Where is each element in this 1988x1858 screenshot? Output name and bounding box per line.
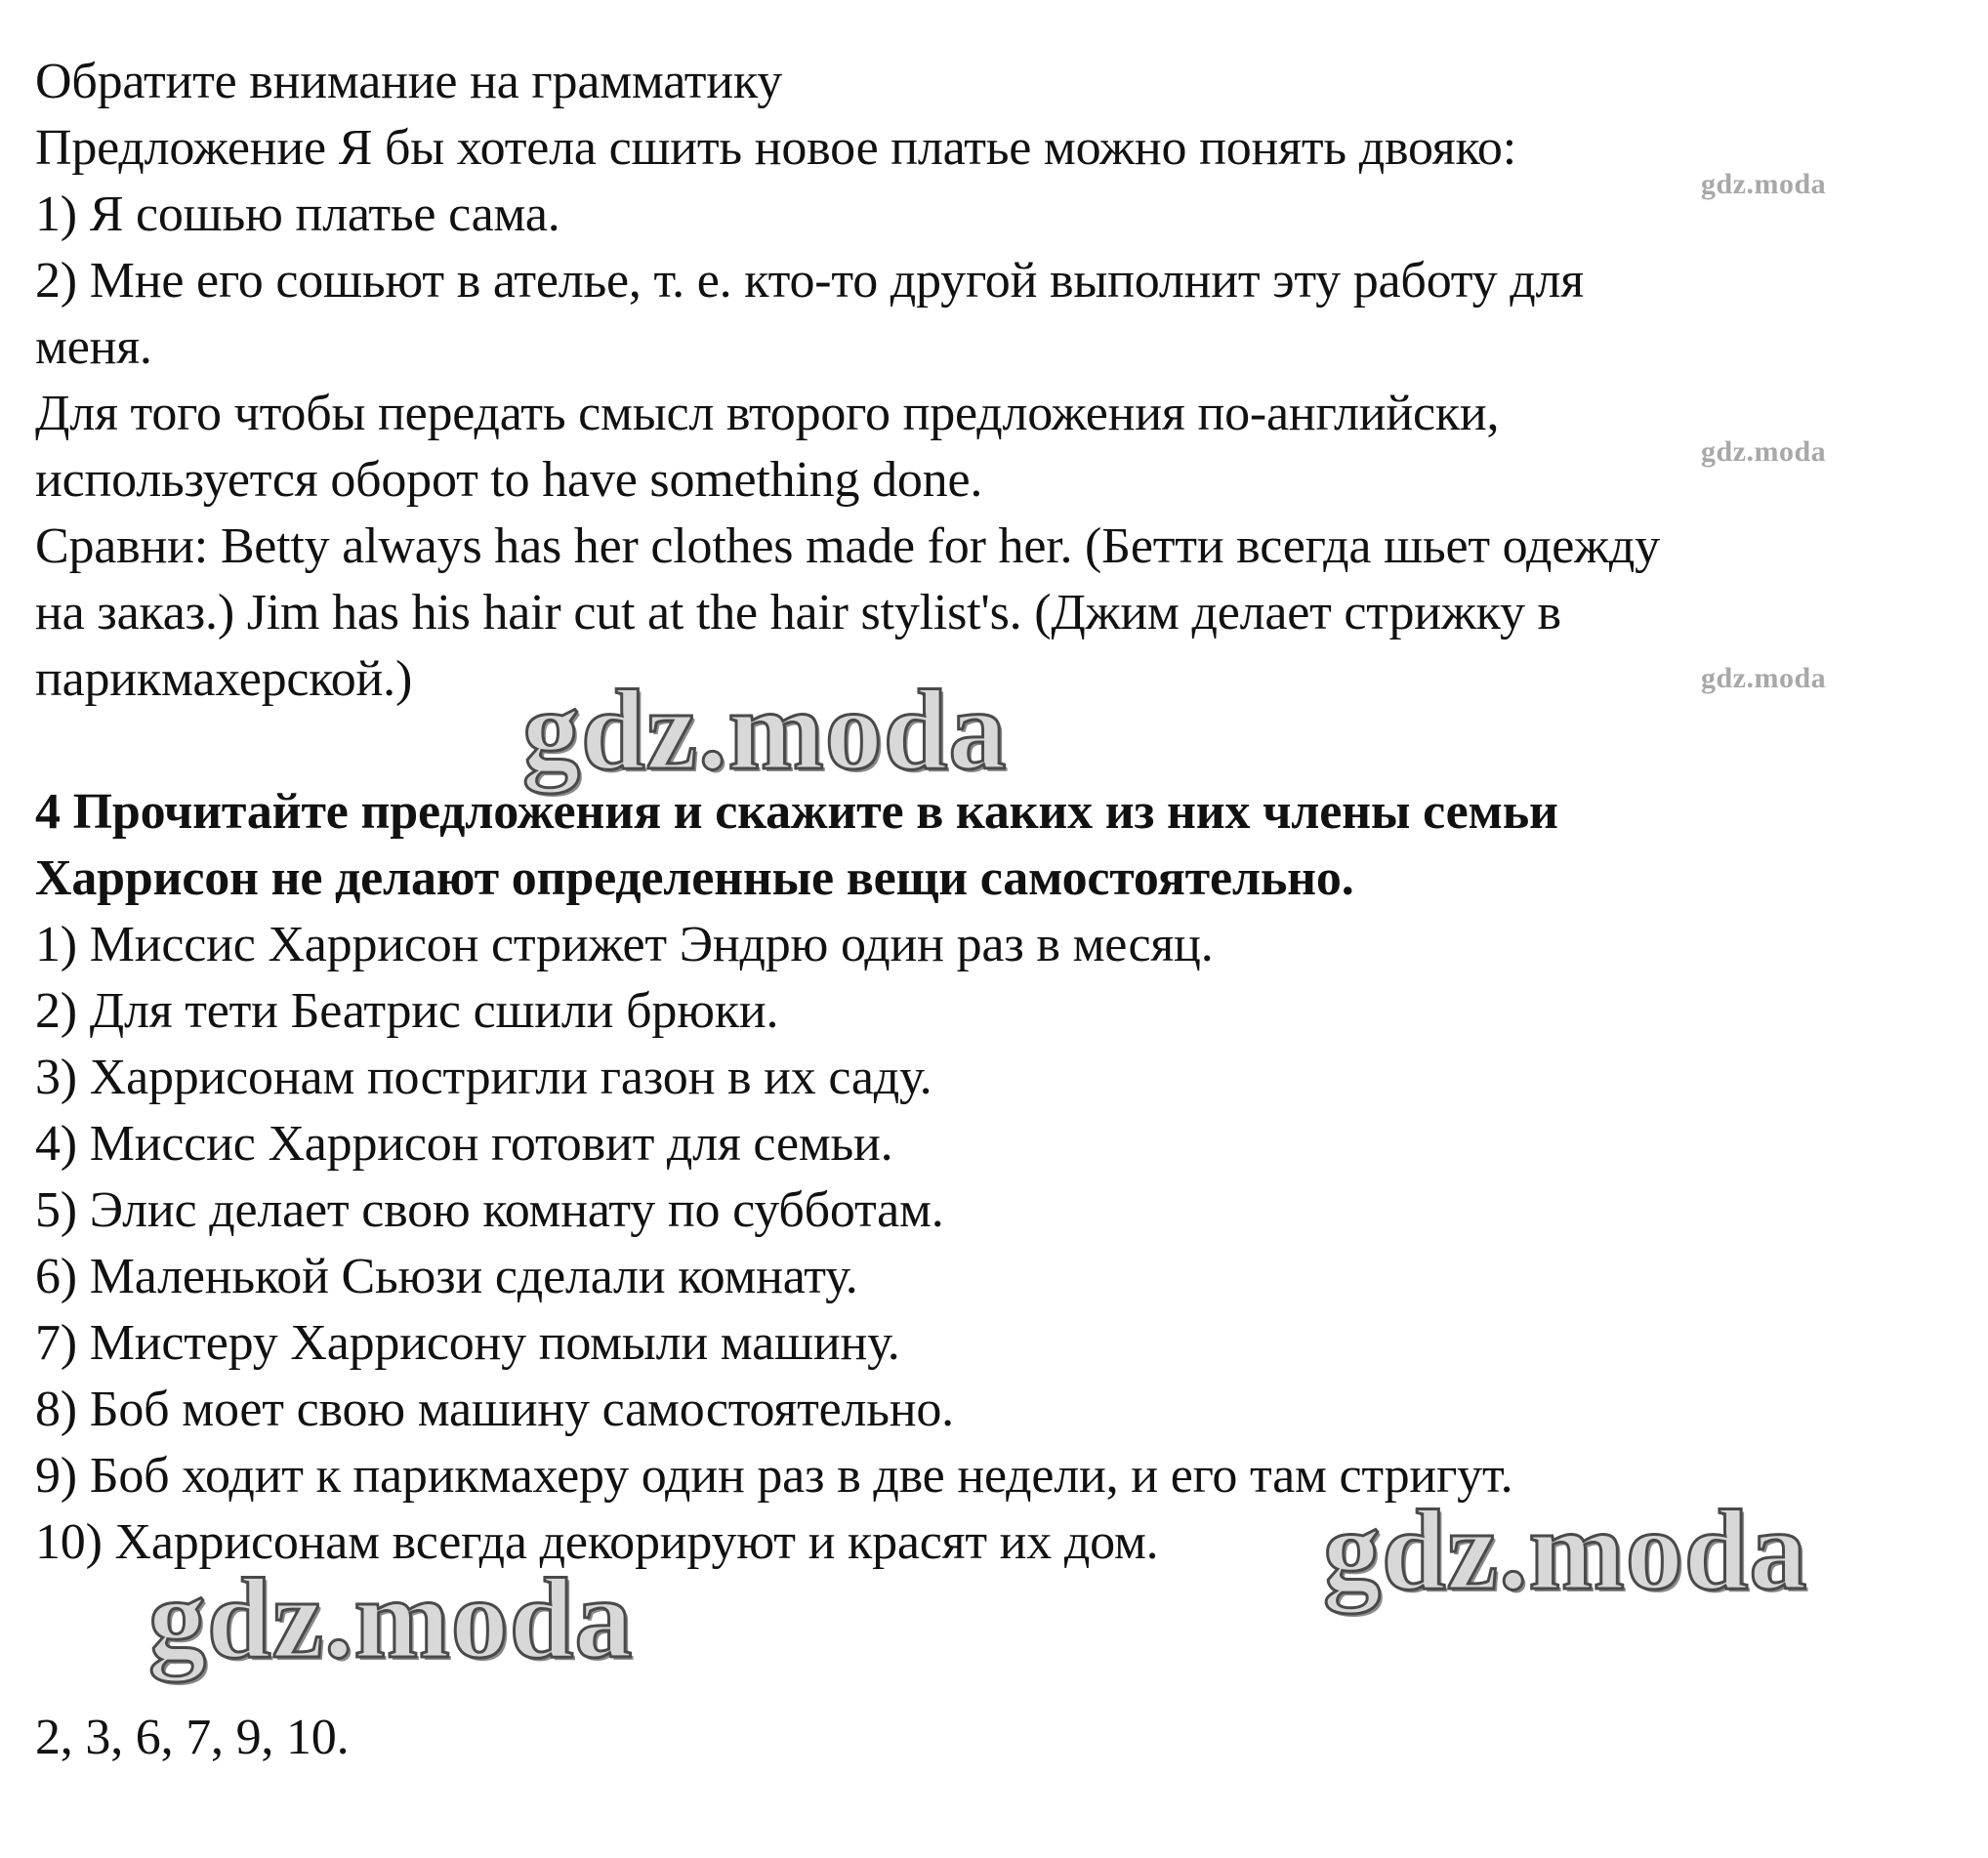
exercise-heading: Харрисон не делают определенные вещи самостоятельно.: [35, 850, 1354, 906]
exercise-item: 3) Харрисонам постригли газон в их саду.: [35, 1050, 932, 1105]
grammar-line: Предложение Я бы хотела сшить новое платье можно понять двояко:: [35, 120, 1516, 176]
grammar-line: 1) Я сошью платье сама.: [35, 186, 560, 242]
exercise-item: 5) Элис делает свою комнату по субботам.: [35, 1182, 944, 1238]
exercise-item: 8) Боб моет свою машину самостоятельно.: [35, 1382, 954, 1437]
grammar-line: 2) Мне его сошьют в ателье, т. е. кто-то другой выполнит эту работу для: [35, 253, 1584, 309]
grammar-line: меня.: [35, 319, 152, 375]
exercise-item: 6) Маленькой Сьюзи сделали комнату.: [35, 1249, 858, 1304]
grammar-line: используется оборот to have something done.: [35, 452, 983, 508]
exercise-item: 4) Миссис Харрисон готовит для семьи.: [35, 1116, 893, 1172]
watermark-large: gdz.moda: [148, 1554, 634, 1682]
grammar-heading: Обратите внимание на грамматику: [35, 54, 783, 109]
watermark-large: gdz.moda: [1323, 1486, 1808, 1614]
exercise-item: 7) Мистеру Харрисону помыли машину.: [35, 1315, 900, 1371]
exercise-heading: 4 Прочитайте предложения и скажите в каких из них члены семьи: [35, 784, 1558, 840]
grammar-line: Для того чтобы передать смысл второго предложения по-английски,: [35, 386, 1500, 441]
watermark-large: gdz.moda: [522, 666, 1008, 794]
watermark-small: gdz.moda: [1701, 662, 1827, 694]
watermark-small: gdz.moda: [1701, 435, 1827, 468]
grammar-line: Сравни: Betty always has her clothes made for her. (Бетти всегда шьет одежду: [35, 518, 1660, 574]
grammar-line: на заказ.) Jim has his hair cut at the hair stylist's. (Джим делает стрижку в: [35, 585, 1561, 640]
watermark-small: gdz.moda: [1701, 168, 1827, 200]
exercise-item: 10) Харрисонам всегда декорируют и красят их дом.: [35, 1514, 1159, 1570]
exercise-item: 9) Боб ходит к парикмахеру один раз в две недели, и его там стригут.: [35, 1448, 1513, 1504]
answer-text: 2, 3, 6, 7, 9, 10.: [35, 1710, 350, 1765]
grammar-line: парикмахерской.): [35, 651, 413, 707]
exercise-item: 2) Для тети Беатрис сшили брюки.: [35, 983, 779, 1039]
exercise-item: 1) Миссис Харрисон стрижет Эндрю один раз в месяц.: [35, 917, 1214, 972]
